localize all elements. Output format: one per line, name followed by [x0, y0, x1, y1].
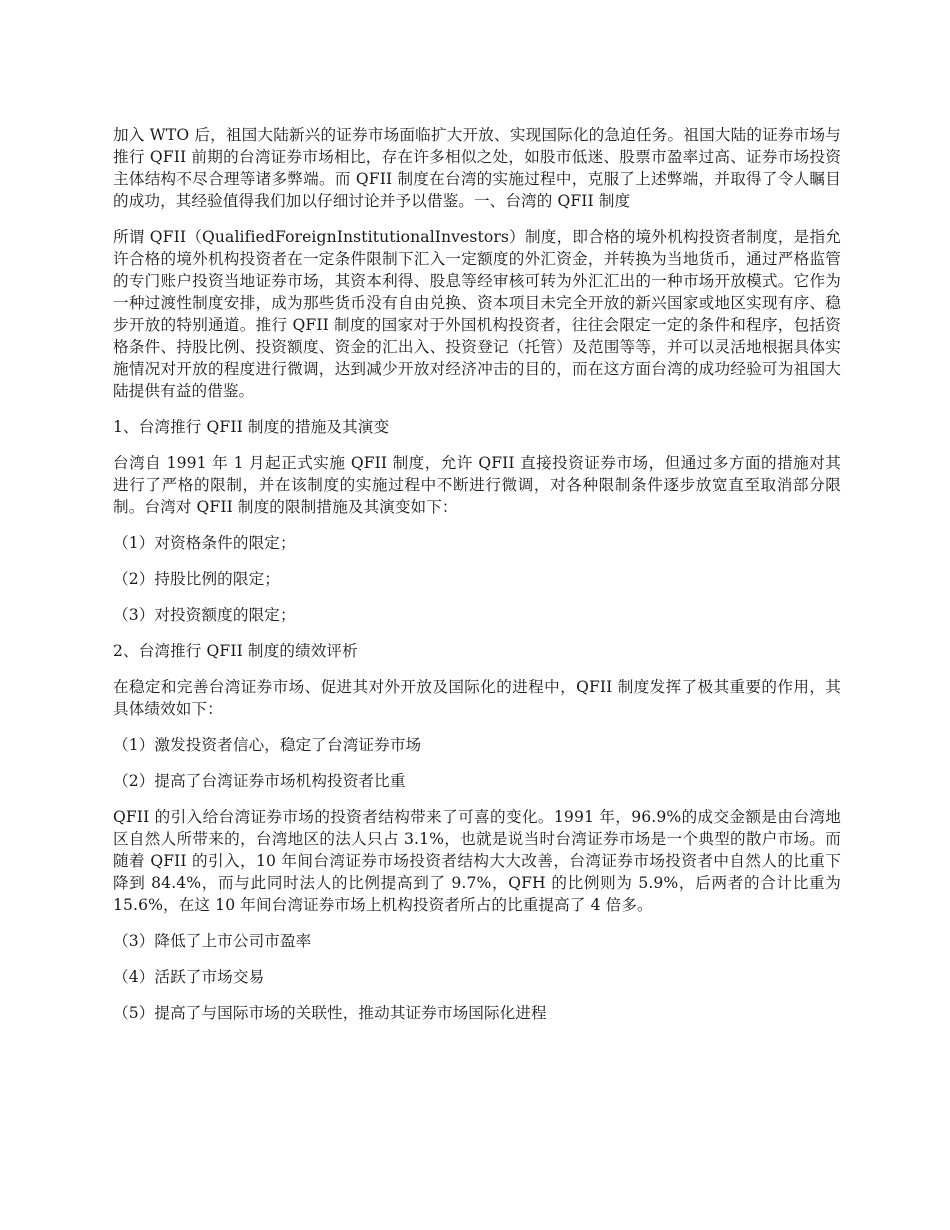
list-item: （1）对资格条件的限定；	[113, 534, 296, 552]
section-heading-measures: 1、台湾推行 QFII 制度的措施及其演变	[113, 418, 390, 436]
list-item: （3）降低了上市公司市盈率	[113, 932, 312, 950]
qfii-definition-paragraph: 所谓 QFII（QualifiedForeignInstitutionalInvestors）制度，即合格的境外机构投资者制度，是指允许合格的境外机构投资者在一定条件限制下汇入一定额度的外汇资金，并转换为当地货币，通过严格监管的专门账户投资当地证券市场，其资本利得、股息等经审核可转为外汇汇出的一种市场开放模式。它作为一种过渡性制度安排，成为那些货币没有自由兑换、资本项目未完全开放的新兴国家或地区实现有序、稳步开放的特别通道。推行 QFII 制度的国家对于外国机构投资者，往往会限定一定的条件和程序，包括资格条件、持股比例、投资额度、资金的汇出入、投资登记（托管）及范围等等，并可以灵活地根据具体实施情况对开放的程度进行微调，达到减少开放对经济冲击的目的，而在这方面台湾的成功经验可为祖国大陆提供有益的借鉴。	[113, 228, 841, 400]
list-item: （2）提高了台湾证券市场机构投资者比重	[113, 772, 406, 790]
intro-paragraph: 加入 WTO 后，祖国大陆新兴的证券市场面临扩大开放、实现国际化的急迫任务。祖国大陆的证券市场与推行 QFII 前期的台湾证券市场相比，存在许多相似之处，如股市低迷、股票市盈率过高、证券市场投资主体结构不尽合理等诸多弊端。而 QFII 制度在台湾的实施过程中，克服了上述弊端，并取得了令人瞩目的成功，其经验值得我们加以仔细讨论并予以借鉴。一、台湾的 QFII 制度	[113, 126, 841, 210]
investor-structure-paragraph: QFII 的引入给台湾证券市场的投资者结构带来了可喜的变化。1991 年，96.9%的成交金额是由台湾地区自然人所带来的，台湾地区的法人只占 3.1%，也就是说当时台湾证券市场是一个典型的散户市场。而随着 QFII 的引入，10 年间台湾证券市场投资者结构大大改善，台湾证券市场投资者中自然人的比重下降到 84.4%，而与此同时法人的比例提高到了 9.7%，QFH 的比例则为 5.9%，后两者的合计比重为 15.6%，在这 10 年间台湾证券市场上机构投资者所占的比重提高了 4 倍多。	[113, 808, 841, 914]
measures-paragraph: 台湾自 1991 年 1 月起正式实施 QFII 制度，允许 QFII 直接投资证券市场，但通过多方面的措施对其进行了严格的限制，并在该制度的实施过程中不断进行微调，对各种限制条件逐步放宽直至取消部分限制。台湾对 QFII 制度的限制措施及其演变如下：	[113, 454, 841, 516]
list-item: （3）对投资额度的限定；	[113, 606, 296, 624]
list-item: （4）活跃了市场交易	[113, 968, 265, 986]
document-body	[113, 124, 841, 1038]
section-heading-performance: 2、台湾推行 QFII 制度的绩效评析	[113, 642, 358, 660]
list-item: （1）激发投资者信心，稳定了台湾证券市场	[113, 736, 422, 754]
list-item: （2）持股比例的限定；	[113, 570, 280, 588]
list-item: （5）提高了与国际市场的关联性，推动其证券市场国际化进程	[113, 1004, 547, 1022]
performance-paragraph: 在稳定和完善台湾证券市场、促进其对外开放及国际化的进程中，QFII 制度发挥了极其重要的作用，其具体绩效如下：	[113, 678, 841, 718]
